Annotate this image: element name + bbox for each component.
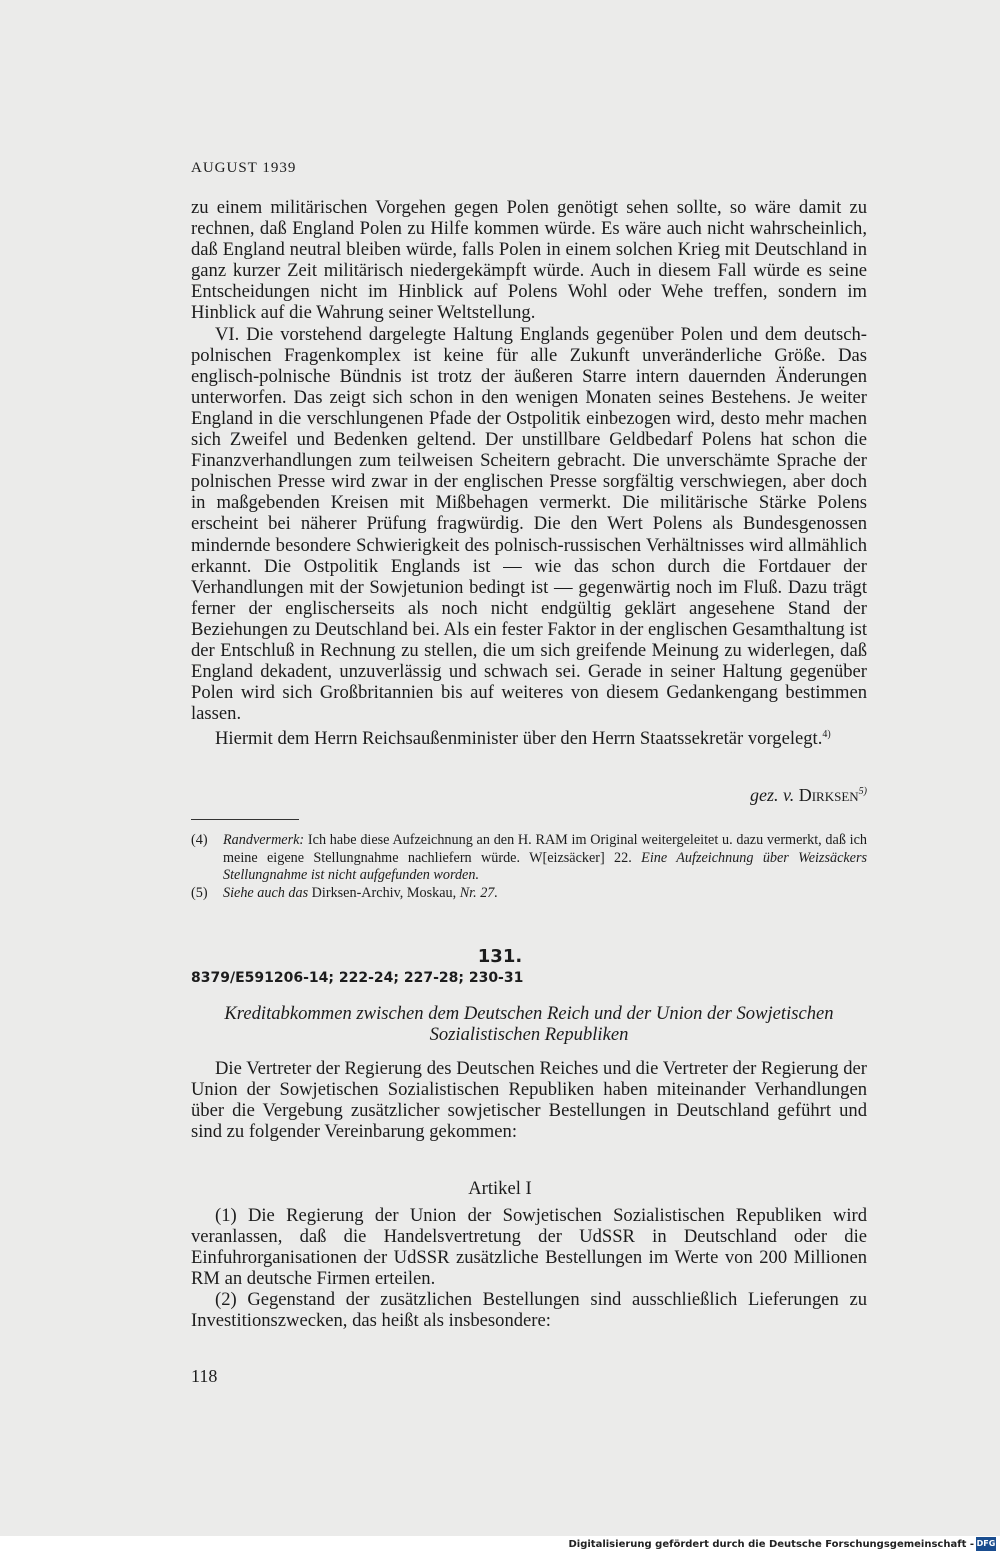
paragraph-submission	[191, 724, 867, 749]
footnote-body: Dirksen-Archiv, Moskau,	[311, 884, 457, 901]
film-reference: 8379/E591206-14; 222-24; 227-28; 230-31	[191, 970, 524, 986]
paragraph-vi: VI. Die vorstehend dargelegte Haltung Englands gegenüber Polen und dem deutsch-polnischen Fragenkomplex ist keine für alle Zukunft unveränderliche Größe. Das englisch-polnische Bündnis ist trotz der äußeren Starre intern dauernden Änderungen unterworfen. Das zeigt sich schon in den wenigen Monaten seines Bestehens. Je weiter England in die verschlungenen Pfade der Ostpolitik einbezogen wird, desto mehr machen sich Zweifel und Bedenken geltend. Der unstillbare Geldbedarf Polens hat schon die Finanzverhandlungen zum teilweisen Scheitern gebracht. Die unverschämte Sprache der polnischen Presse wird zwar in der englischen Presse sorgfältig verschwiegen, aber doch in maßgebenden Kreisen mit Mißbehagen vermerkt. Die militärische Stärke Polens erscheint bei näherer Prüfung fragwürdig. Die den Wert Polens als Bundesgenossen mindernde besondere Schwierigkeit des polnisch-russischen Verhältnisses wird allmählich erkannt. Die Ostpolitik Englands ist — wie das schon durch die Fortdauer der Verhandlungen mit der Sowjetunion bedingt ist — gegenwärtig noch im Fluß. Dazu trägt ferner der englischerseits als noch nicht endgültig geklärt angesehene Stand der Beziehungen zu Deutschland bei. Als ein fester Faktor in der englischen Gesamthaltung ist der Entschluß in Rechnung zu stellen, die um sich greifende Meinung zu widerlegen, daß England dekadent, unzuverlässig und schwach sei. Gerade in seiner Haltung gegenüber Polen wird sich Großbritannien bis auf weiteres von diesem Gedankengang bestimmen lassen.	[191, 323, 867, 725]
footnote-body: Ich habe diese Aufzeichnung an den H. RAM im Original weitergeleitet u. dazu vermerkt, daß ich meine eigene Stellungnahme nachliefern würde. W[eizsäcker] 22.	[223, 832, 868, 866]
paragraph: zu einem militärischen Vorgehen gegen Polen genötigt sehen sollte, so wäre damit zu rechnen, daß England Polen zu Hilfe kommen würde. Es wäre auch nicht wahrscheinlich, daß England neutral bleiben würde, falls Polen in einem solchen Krieg mit Deutschland in ganz kurzer Zeit militärisch niedergekämpft würde. Auch in diesem Fall würde es seine Entscheidungen nicht im Hinblick auf Polens Wohl oder Wehe treffen, sondern im Hinblick auf die Wahrung seiner Weltstellung.	[191, 197, 867, 324]
footnote-number: (4)	[191, 832, 208, 848]
preamble: Die Vertreter der Regierung des Deutschen Reiches und die Vertreter der Regierung der Union der Sowjetischen Sozialistischen Republiken haben miteinander Verhandlungen über die Vergebung zusätzlicher sowjetischer Bestellungen in Deutschland geführt und sind zu folgender Vereinbarung gekommen:	[191, 1058, 867, 1143]
funding-notice: Digitalisierung gefördert durch die Deutsche Forschungsgemeinschaft -	[568, 1539, 974, 1550]
footnote-ref: 4)	[822, 729, 831, 741]
signature	[750, 785, 867, 806]
article-paragraph: (1) Die Regierung der Union der Sowjetischen Sozialistischen Republiken wird veranlassen, daß die Handelsvertretung der UdSSR in Deutschland oder die Einfuhrorganisationen der UdSSR zusätzliche Bestellungen im Werte von 200 Millionen RM an deutsche Firmen erteilen.	[191, 1205, 867, 1290]
signature-prefix: gez. v.	[750, 785, 795, 805]
footnote-label: Randvermerk:	[223, 832, 305, 848]
signature-name: Dirksen	[798, 785, 859, 805]
footnote-italic: Nr. 27.	[459, 884, 498, 901]
footnote-text	[223, 832, 867, 885]
dfg-logo-icon[interactable]: DFG	[976, 1537, 996, 1551]
document-number: 131.	[477, 946, 523, 967]
footnote	[191, 832, 867, 885]
preamble-section	[191, 1058, 867, 1142]
running-head: AUGUST 1939	[191, 160, 297, 176]
footnote-divider	[191, 819, 299, 820]
footnote-number: (5)	[191, 884, 208, 901]
document-title: Kreditabkommen zwischen dem Deutschen Reich und der Union der Sowjetischen Sozialistischen Republiken	[224, 1003, 834, 1045]
footnotes	[191, 832, 867, 902]
footnote-label: Siehe auch das	[223, 884, 309, 901]
article-paragraph: (2) Gegenstand der zusätzlichen Bestellungen sind ausschließlich Lieferungen zu Investitionszwecken, das heißt als insbesondere:	[191, 1289, 867, 1332]
article-section	[191, 1205, 867, 1332]
body-section-continuation	[191, 197, 867, 750]
page-number: 118	[191, 1366, 218, 1386]
article-heading: Artikel I	[468, 1178, 532, 1199]
footnote-text	[223, 885, 867, 903]
footnote	[191, 885, 867, 903]
footnote-ref: 5)	[858, 786, 867, 797]
submission-text: Hiermit dem Herrn Reichsaußenminister über den Herrn Staatssekretär vorgelegt.	[215, 728, 823, 750]
footnote-italic: Eine Aufzeichnung über Weizsäckers Stellungnahme ist nicht aufgefunden worden.	[223, 849, 868, 884]
